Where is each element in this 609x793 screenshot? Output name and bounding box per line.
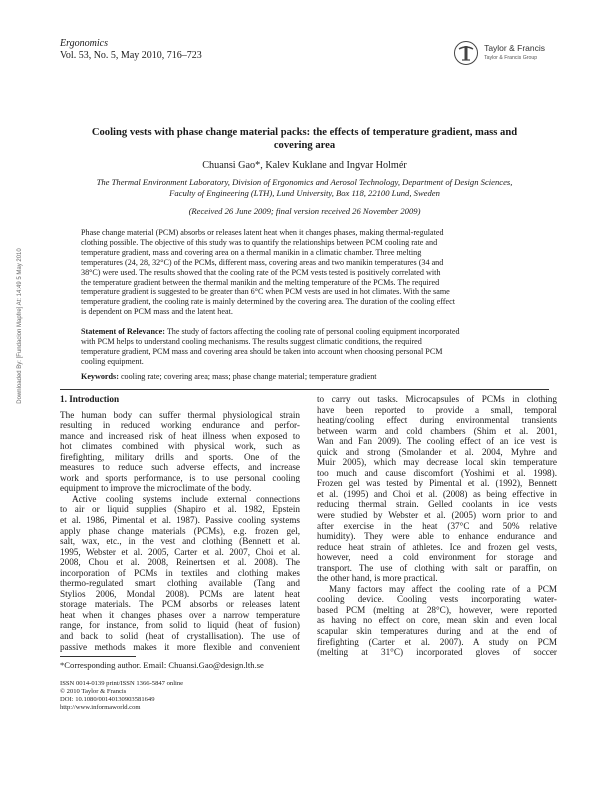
body-line: work and sports performance, is to use personal cooling — [60, 472, 300, 483]
body-line: storage materials. The PCM absorbs or releases latent — [60, 599, 300, 610]
body-line: firefighting (Carter et al. 2007). A study on PCM — [317, 636, 557, 647]
body-line: to carry out tasks. Microcapsules of PCMs in clothing — [317, 394, 557, 404]
body-line: after exercise in the heat (37°C and 50% relative — [317, 520, 557, 531]
body-line: between warm and cold chambers (Shim et al. 2001, — [317, 425, 557, 436]
body-line: Stylios 2006, Mondal 2008). PCMs are latent heat — [60, 588, 300, 599]
body-line: passive methods makes it more flexible and convenient — [60, 641, 300, 652]
body-line: scapular skin temperatures during and at the end of — [317, 626, 557, 637]
body-line: to air or liquid supplies (Shapiro et al. 1982, Epstein — [60, 504, 300, 515]
body-line: Wan and Fan 2009). The cooling effect of an ice vest is — [317, 436, 557, 447]
body-line: reduce heat strain of athletes. Ice and frozen gel vests, — [317, 541, 557, 552]
body-line: 2008, Chou et al. 2008, Reinertsen et al. 2008). The — [60, 557, 300, 568]
publisher-name: Taylor & Francis — [484, 43, 545, 53]
abstract — [81, 228, 527, 317]
keywords-text: cooling rate; covering area; mass; phase change material; temperature gradient — [118, 372, 377, 381]
body-line: humidity). They were able to enhance endurance and — [317, 531, 557, 542]
body-line: mance and increased risk of heat illness when exposed to — [60, 430, 300, 441]
body-line: transport. The use of clothing with salt or paraffin, on — [317, 562, 557, 573]
body-line: Frozen gel was tested by Pimental et al. (1992), Bennett — [317, 478, 557, 489]
body-line: heat when it changes phases over a narrow temperature — [60, 609, 300, 620]
publisher-logo-icon — [453, 40, 479, 66]
abstract-line: temperature gradient is suggested to be greater than 6°C when PCM vests are used in hot climates. With the same — [81, 287, 450, 297]
relevance-line: temperature gradient, PCM mass and covering area should be taken into account when choosing personal PCM — [81, 346, 443, 356]
divider — [60, 389, 549, 390]
affiliation-line: Faculty of Engineering (LTH), Lund University, Box 118, 22100 Lund, Sweden — [169, 188, 440, 198]
body-line: quick and strong (Smolander et al. 2004, Myhre and — [317, 446, 557, 457]
author-list: Chuansi Gao*, Kalev Kuklane and Ingvar Holmér — [202, 160, 407, 171]
journal-citation: Vol. 53, No. 5, May 2010, 716–723 — [60, 50, 202, 61]
body-line: The human body can suffer thermal physiological strain — [60, 409, 300, 420]
body-line: Muir 2005), which may decrease local skin temperature — [317, 457, 557, 468]
body-line: too much and cause discomfort (Yoshimi et al. 1998). — [317, 467, 557, 478]
abstract-line: 38°C) were used. The results showed that the cooling rate of the PCM vests tested is positively correlated with — [81, 267, 441, 277]
relevance-label: Statement of Relevance: — [81, 327, 165, 336]
body-line: Many factors may affect the cooling rate of a PCM — [329, 583, 557, 594]
right-column — [317, 394, 557, 658]
footnote-rule — [60, 656, 136, 657]
keywords-label: Keywords: — [81, 372, 119, 381]
abstract-line: Phase change material (PCM) absorbs or releases latent heat when it changes phases, making thermal-regulated — [81, 228, 444, 237]
doi: DOI: 10.1080/00140130903581649 — [60, 696, 155, 703]
body-line: based PCM (melting at 28°C), however, were reported — [317, 604, 557, 615]
issn: ISSN 0014-0139 print/ISSN 1366-5847 online — [60, 680, 184, 687]
body-line: apply phase change materials (PCMs), e.g. frozen gel, — [60, 525, 300, 536]
body-line: as having no effect on core, mean skin and even local — [317, 615, 557, 626]
body-line: thermo-regulated smart clothing available (Tang and — [60, 578, 300, 589]
body-line: have been reported to provide a small, temporal — [317, 404, 557, 415]
download-stamp-text: Downloaded By: [Fundacion Mapfre] At: 14:49 5 May 2010 — [17, 248, 23, 404]
body-line: salt, wax, etc., in the vest and clothing (Bennett et al. — [60, 536, 300, 547]
body-line: were studied by Webster et al. (2005) worn prior to and — [317, 510, 557, 521]
relevance-text: The study of factors affecting the cooling rate of personal cooling equipment incorporated — [164, 327, 460, 336]
body-line: incorporation of PCMs in textiles and clothing makes — [60, 567, 300, 578]
publisher-group: Taylor & Francis Group — [484, 55, 538, 61]
body-line: et al. (1995) and Choi et al. (2008) as being effective in — [317, 488, 557, 499]
corresponding-author-footnote: *Corresponding author. Email: Chuansi.Gao@design.lth.se — [60, 660, 264, 670]
body-line: range, for instance, from solid to liquid (heat of fusion) — [60, 620, 300, 631]
affiliation-line: The Thermal Environment Laboratory, Division of Ergonomics and Aerosol Technology, Department of Design Sciences, — [96, 177, 513, 187]
abstract-line: is dependent on PCM mass and the latent heat. — [81, 307, 233, 317]
publisher-url[interactable]: http://www.informaworld.com — [60, 704, 141, 711]
body-line: 1995, Webster et al. 2005, Carter et al. 2007, Choi et al. — [60, 546, 300, 557]
article-title-line: Cooling vests with phase change material packs: the effects of temperature gradient, mass and — [91, 127, 518, 138]
relevance-line: with PCM helps to understand cooling mechanisms. The results suggest climatic conditions, the required — [81, 336, 422, 346]
article-title-line: covering area — [273, 140, 336, 151]
abstract-line: the temperature gradient between the thermal manikin and the melting temperature of the PCMs. The required — [81, 277, 440, 287]
copyright: © 2010 Taylor & Francis — [60, 688, 127, 695]
section-heading: 1. Introduction — [60, 394, 120, 404]
keywords — [81, 372, 527, 382]
relevance-line: cooling equipment. — [81, 356, 144, 366]
body-line: reducing thermal strain. Gelled coolants in ice vests — [317, 499, 557, 510]
download-stamp — [0, 0, 30, 793]
abstract-line: temperature gradient, mass and covering area on a thermal manikin in a climatic chamber. Three melting — [81, 247, 422, 257]
body-line: hot climates combined with physical work, such as — [60, 441, 300, 452]
left-column — [60, 394, 300, 652]
body-line: measures to reduce such adverse effects, and increase — [60, 462, 300, 473]
body-line: cooling device. Cooling vests incorporating water- — [317, 594, 557, 605]
publisher-logo — [453, 40, 545, 66]
body-line: heating/cooling effect during environmental transients — [317, 415, 557, 426]
body-line: et al. 1986, Pimental et al. 1987). Passive cooling systems — [60, 515, 300, 526]
body-line: however, need a cold environment for storage and — [317, 552, 557, 563]
body-line: firefighting, military drills and sports. One of the — [60, 451, 300, 462]
publication-footer — [60, 680, 183, 712]
body-line: equipment to improve the microclimate of the body. — [60, 483, 252, 494]
statement-of-relevance — [81, 327, 527, 367]
body-line: and back to solid (heat of crystallisation). The use of — [60, 631, 300, 642]
journal-header — [60, 38, 202, 62]
received-dates: (Received 26 June 2009; final version received 26 November 2009) — [188, 206, 421, 216]
body-line: resulting in reduced working endurance and perfor- — [60, 420, 300, 431]
article-title — [60, 126, 549, 152]
journal-name: Ergonomics — [60, 38, 108, 49]
body-line: Active cooling systems include external connections — [72, 493, 300, 504]
body-line: (melting at 31°C) incorporated gloves of soccer — [317, 647, 557, 658]
body-line: the other hand, is more practical. — [317, 573, 438, 584]
abstract-line: temperature gradient, the cooling rate is mainly determined by the covering area. The duration of the cooling effect — [81, 297, 455, 307]
affiliation — [75, 177, 534, 199]
abstract-line: temperatures (24, 28, 32°C) of the PCMs, different mass, covering areas and two manikin temperatures (34 and — [81, 257, 444, 267]
abstract-line: clothing possible. The objective of this study was to quantify the relationships between PCM cooling rate and — [81, 237, 438, 247]
